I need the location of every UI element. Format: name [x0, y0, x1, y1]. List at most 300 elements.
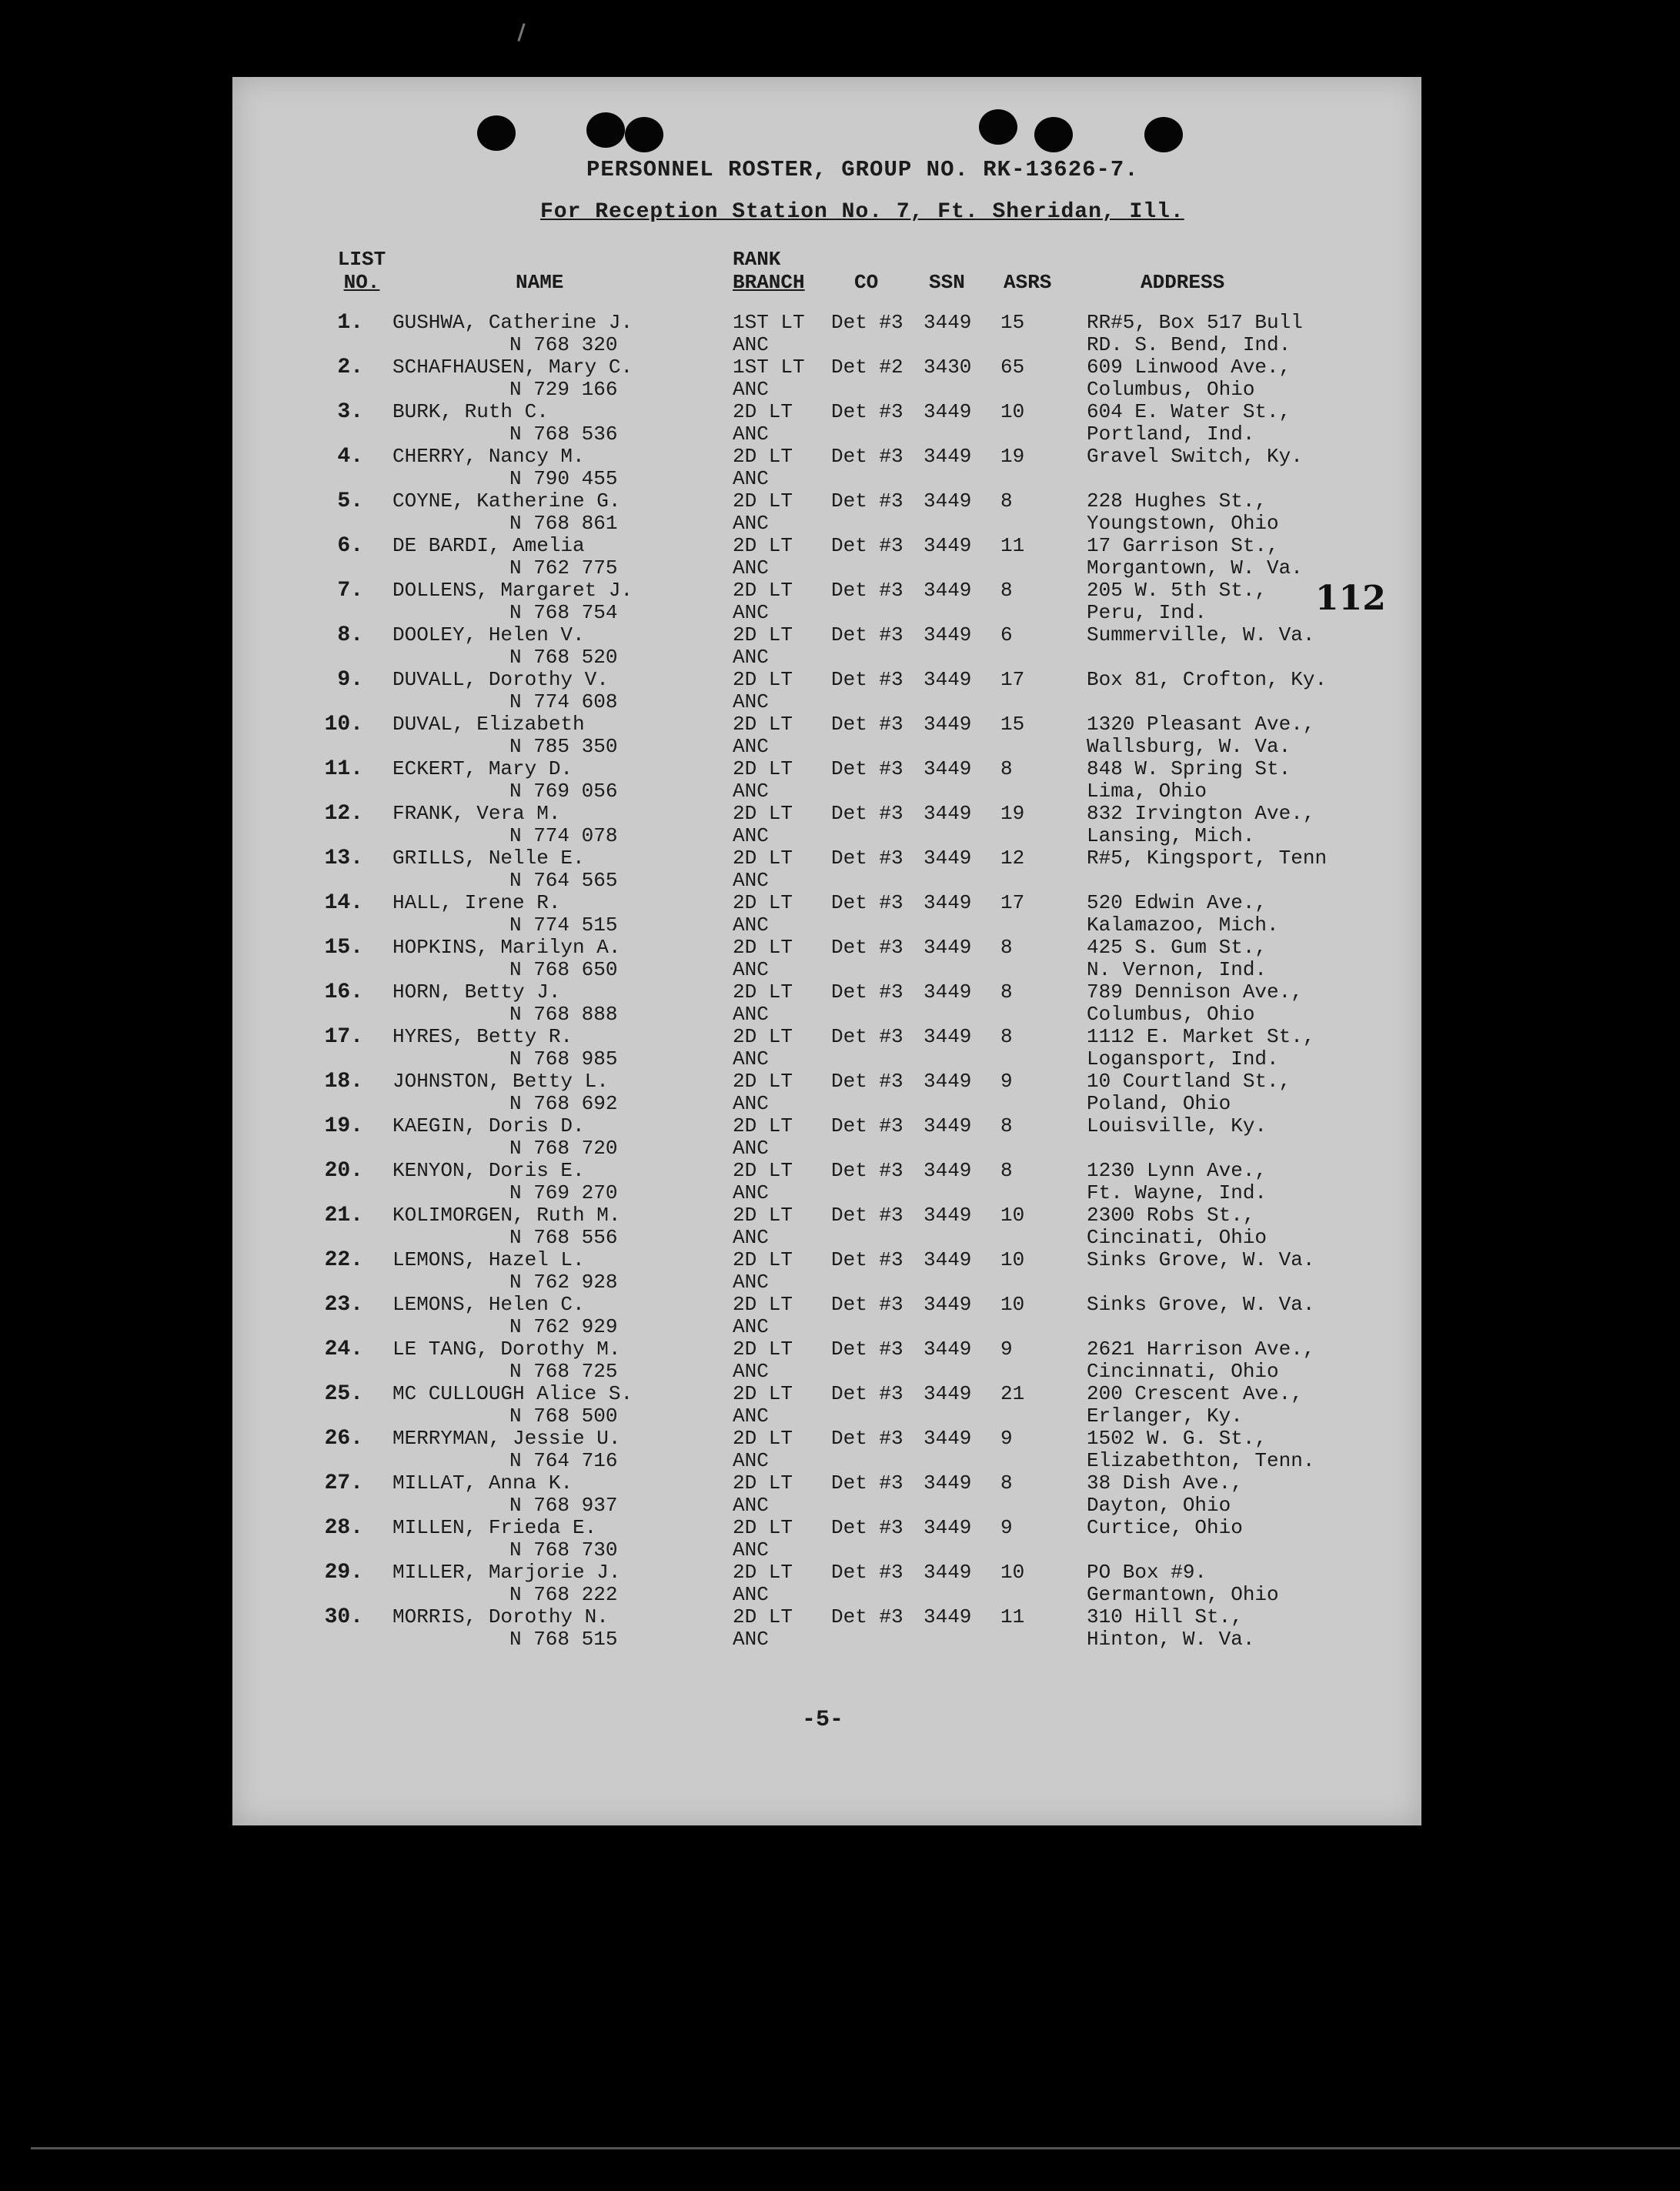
asrs-score: 8 — [1000, 1159, 1013, 1182]
branch: ANC — [733, 1003, 769, 1026]
roster-table — [232, 312, 1421, 1651]
ssn: 3449 — [923, 1427, 972, 1450]
serial-number: N 768 556 — [509, 1226, 618, 1249]
address-line2: Lansing, Mich. — [1087, 824, 1255, 847]
branch: ANC — [733, 1137, 769, 1160]
rank: 2D LT — [733, 1382, 793, 1405]
person-name: LE TANG, Dorothy M. — [392, 1338, 621, 1361]
person-name: DUVAL, Elizabeth — [392, 713, 585, 736]
company: Det #3 — [831, 1516, 903, 1539]
roster-row — [232, 446, 1421, 490]
serial-number: N 768 730 — [509, 1538, 618, 1561]
address-line1: 2621 Harrison Ave., — [1087, 1338, 1315, 1361]
rank: 2D LT — [733, 1248, 793, 1271]
serial-number: N 785 350 — [509, 735, 618, 758]
list-no: 20. — [324, 1159, 363, 1183]
serial-number: N 768 650 — [509, 958, 618, 981]
rank: 2D LT — [733, 847, 793, 870]
ssn: 3449 — [923, 1114, 972, 1137]
company: Det #3 — [831, 1605, 903, 1628]
serial-number: N 729 166 — [509, 378, 618, 401]
rank: 2D LT — [733, 579, 793, 602]
roster-row — [232, 1472, 1421, 1517]
list-no: 13. — [324, 847, 363, 870]
ssn: 3449 — [923, 579, 972, 602]
branch: ANC — [733, 1449, 769, 1472]
asrs-score: 11 — [1000, 1605, 1025, 1628]
address-line1: 1230 Lynn Ave., — [1087, 1159, 1268, 1182]
address-line2: Youngstown, Ohio — [1087, 512, 1279, 535]
serial-number: N 768 520 — [509, 646, 618, 669]
branch: ANC — [733, 1092, 769, 1115]
branch: ANC — [733, 1583, 769, 1606]
rank: 2D LT — [733, 802, 793, 825]
address-line1: 228 Hughes St., — [1087, 489, 1268, 513]
punch-hole — [477, 115, 516, 151]
address-line2: Portland, Ind. — [1087, 423, 1255, 446]
asrs-score: 15 — [1000, 713, 1025, 736]
serial-number: N 768 720 — [509, 1137, 618, 1160]
address-line2: Elizabethton, Tenn. — [1087, 1449, 1315, 1472]
rank: 2D LT — [733, 1516, 793, 1539]
branch: ANC — [733, 423, 769, 446]
serial-number: N 774 078 — [509, 824, 618, 847]
ssn: 3449 — [923, 668, 972, 691]
person-name: COYNE, Katherine G. — [392, 489, 621, 513]
list-no: 16. — [324, 980, 363, 1004]
address-line1: 38 Dish Ave., — [1087, 1471, 1243, 1495]
page-subtitle: For Reception Station No. 7, Ft. Sheridan, Ill. — [540, 200, 1184, 224]
list-no: 28. — [324, 1516, 363, 1540]
company: Det #3 — [831, 311, 903, 334]
company: Det #3 — [831, 1204, 903, 1227]
ssn: 3449 — [923, 623, 972, 646]
company: Det #3 — [831, 936, 903, 959]
asrs-score: 8 — [1000, 1025, 1013, 1048]
address-line2: RD. S. Bend, Ind. — [1087, 333, 1291, 356]
branch: ANC — [733, 333, 769, 356]
roster-row — [232, 401, 1421, 446]
address-line1: RR#5, Box 517 Bull — [1087, 311, 1303, 334]
branch: ANC — [733, 378, 769, 401]
header-asrs: ASRS — [1004, 271, 1052, 294]
ssn: 3449 — [923, 936, 972, 959]
list-no: 9. — [337, 668, 363, 692]
address-line2: Hinton, W. Va. — [1087, 1628, 1255, 1651]
list-no: 2. — [337, 356, 363, 379]
list-no: 29. — [324, 1561, 363, 1585]
address-line1: Box 81, Crofton, Ky. — [1087, 668, 1328, 691]
roster-row — [232, 624, 1421, 669]
ssn: 3449 — [923, 489, 972, 513]
company: Det #3 — [831, 847, 903, 870]
address-line2: Kalamazoo, Mich. — [1087, 913, 1279, 937]
roster-row — [232, 579, 1421, 624]
address-line1: 2300 Robs St., — [1087, 1204, 1255, 1227]
page-title: PERSONNEL ROSTER, GROUP NO. RK-13626-7. — [586, 157, 1139, 182]
list-no: 12. — [324, 802, 363, 826]
asrs-score: 65 — [1000, 356, 1025, 379]
rank: 2D LT — [733, 445, 793, 468]
header-list-no — [331, 248, 392, 294]
header-list-no-line2: NO. — [343, 271, 380, 294]
branch: ANC — [733, 1315, 769, 1338]
address-line1: 200 Crescent Ave., — [1087, 1382, 1303, 1405]
list-no: 14. — [324, 891, 363, 915]
person-name: MILLER, Marjorie J. — [392, 1561, 621, 1584]
roster-row — [232, 1294, 1421, 1338]
asrs-score: 19 — [1000, 802, 1025, 825]
rank: 1ST LT — [733, 311, 805, 334]
person-name: LEMONS, Hazel L. — [392, 1248, 585, 1271]
roster-row — [232, 758, 1421, 803]
roster-row — [232, 356, 1421, 401]
rank: 2D LT — [733, 1293, 793, 1316]
asrs-score: 10 — [1000, 1204, 1025, 1227]
serial-number: N 768 320 — [509, 333, 618, 356]
ssn: 3449 — [923, 1605, 972, 1628]
person-name: DOLLENS, Margaret J. — [392, 579, 633, 602]
punch-hole — [586, 112, 625, 148]
rank: 2D LT — [733, 400, 793, 423]
person-name: DUVALL, Dorothy V. — [392, 668, 609, 691]
person-name: MILLAT, Anna K. — [392, 1471, 573, 1495]
address-line1: R#5, Kingsport, Tenn — [1087, 847, 1328, 870]
rank: 1ST LT — [733, 356, 805, 379]
asrs-score: 10 — [1000, 400, 1025, 423]
asrs-score: 8 — [1000, 980, 1013, 1004]
company: Det #3 — [831, 489, 903, 513]
roster-row — [232, 892, 1421, 937]
address-line1: 10 Courtland St., — [1087, 1070, 1291, 1093]
header-rank: RANK — [733, 248, 781, 271]
address-line1: Gravel Switch, Ky. — [1087, 445, 1303, 468]
serial-number: N 774 515 — [509, 913, 618, 937]
address-line1: Sinks Grove, W. Va. — [1087, 1248, 1315, 1271]
person-name: DE BARDI, Amelia — [392, 534, 585, 557]
branch: ANC — [733, 1628, 769, 1651]
person-name: ECKERT, Mary D. — [392, 757, 573, 780]
person-name: FRANK, Vera M. — [392, 802, 561, 825]
list-no: 26. — [324, 1427, 363, 1451]
company: Det #3 — [831, 1025, 903, 1048]
branch: ANC — [733, 1494, 769, 1517]
asrs-score: 9 — [1000, 1338, 1013, 1361]
roster-row — [232, 803, 1421, 847]
person-name: DOOLEY, Helen V. — [392, 623, 585, 646]
address-line1: 425 S. Gum St., — [1087, 936, 1268, 959]
ssn: 3449 — [923, 757, 972, 780]
asrs-score: 17 — [1000, 891, 1025, 914]
roster-row — [232, 1606, 1421, 1651]
asrs-score: 6 — [1000, 623, 1013, 646]
person-name: SCHAFHAUSEN, Mary C. — [392, 356, 633, 379]
address-line2: Cincinnati, Ohio — [1087, 1360, 1279, 1383]
serial-number: N 768 725 — [509, 1360, 618, 1383]
asrs-score: 15 — [1000, 311, 1025, 334]
branch: ANC — [733, 556, 769, 579]
rank: 2D LT — [733, 891, 793, 914]
address-line1: 17 Garrison St., — [1087, 534, 1279, 557]
branch: ANC — [733, 646, 769, 669]
address-line2: Logansport, Ind. — [1087, 1047, 1279, 1070]
ssn: 3449 — [923, 534, 972, 557]
ssn: 3449 — [923, 802, 972, 825]
scan-mark — [517, 23, 525, 42]
company: Det #2 — [831, 356, 903, 379]
branch: ANC — [733, 1181, 769, 1204]
address-line1: Summerville, W. Va. — [1087, 623, 1315, 646]
serial-number: N 768 861 — [509, 512, 618, 535]
person-name: HOPKINS, Marilyn A. — [392, 936, 621, 959]
person-name: JOHNSTON, Betty L. — [392, 1070, 609, 1093]
address-line2: Wallsburg, W. Va. — [1087, 735, 1291, 758]
ssn: 3449 — [923, 847, 972, 870]
asrs-score: 10 — [1000, 1293, 1025, 1316]
serial-number: N 768 754 — [509, 601, 618, 624]
company: Det #3 — [831, 1382, 903, 1405]
rank: 2D LT — [733, 757, 793, 780]
rank: 2D LT — [733, 1471, 793, 1495]
branch: ANC — [733, 735, 769, 758]
branch: ANC — [733, 958, 769, 981]
serial-number: N 768 985 — [509, 1047, 618, 1070]
rank: 2D LT — [733, 623, 793, 646]
ssn: 3449 — [923, 311, 972, 334]
roster-row — [232, 1026, 1421, 1070]
asrs-score: 10 — [1000, 1561, 1025, 1584]
address-line1: 1320 Pleasant Ave., — [1087, 713, 1315, 736]
ssn: 3449 — [923, 1159, 972, 1182]
document-page — [232, 77, 1421, 1825]
address-line1: 789 Dennison Ave., — [1087, 980, 1303, 1004]
list-no: 24. — [324, 1338, 363, 1361]
branch: ANC — [733, 913, 769, 937]
address-line1: 1502 W. G. St., — [1087, 1427, 1268, 1450]
rank: 2D LT — [733, 1070, 793, 1093]
ssn: 3449 — [923, 1471, 972, 1495]
company: Det #3 — [831, 891, 903, 914]
punch-hole — [979, 109, 1017, 145]
company: Det #3 — [831, 1293, 903, 1316]
list-no: 15. — [324, 936, 363, 960]
rank: 2D LT — [733, 1561, 793, 1584]
branch: ANC — [733, 512, 769, 535]
rank: 2D LT — [733, 980, 793, 1004]
asrs-score: 8 — [1000, 579, 1013, 602]
company: Det #3 — [831, 668, 903, 691]
roster-row — [232, 1160, 1421, 1204]
branch: ANC — [733, 601, 769, 624]
list-no: 18. — [324, 1070, 363, 1094]
person-name: BURK, Ruth C. — [392, 400, 549, 423]
address-line1: Sinks Grove, W. Va. — [1087, 1293, 1315, 1316]
person-name: CHERRY, Nancy M. — [392, 445, 585, 468]
header-ssn: SSN — [929, 271, 965, 294]
address-line1: Curtice, Ohio — [1087, 1516, 1243, 1539]
list-no: 30. — [324, 1605, 363, 1629]
address-line2: Columbus, Ohio — [1087, 1003, 1255, 1026]
header-list-no-line1: LIST — [337, 248, 386, 271]
rank: 2D LT — [733, 936, 793, 959]
serial-number: N 790 455 — [509, 467, 618, 490]
address-line2: N. Vernon, Ind. — [1087, 958, 1268, 981]
address-line1: 609 Linwood Ave., — [1087, 356, 1291, 379]
address-line2: Morgantown, W. Va. — [1087, 556, 1303, 579]
person-name: GRILLS, Nelle E. — [392, 847, 585, 870]
company: Det #3 — [831, 579, 903, 602]
company: Det #3 — [831, 757, 903, 780]
punch-hole — [625, 117, 663, 152]
page-number: -5- — [802, 1707, 844, 1733]
asrs-score: 9 — [1000, 1427, 1013, 1450]
address-line2: Dayton, Ohio — [1087, 1494, 1231, 1517]
person-name: MILLEN, Frieda E. — [392, 1516, 597, 1539]
branch: ANC — [733, 690, 769, 713]
asrs-score: 9 — [1000, 1070, 1013, 1093]
person-name: LEMONS, Helen C. — [392, 1293, 585, 1316]
serial-number: N 769 056 — [509, 780, 618, 803]
serial-number: N 768 222 — [509, 1583, 618, 1606]
company: Det #3 — [831, 1427, 903, 1450]
company: Det #3 — [831, 1070, 903, 1093]
company: Det #3 — [831, 980, 903, 1004]
branch: ANC — [733, 824, 769, 847]
list-no: 11. — [324, 757, 363, 781]
asrs-score: 8 — [1000, 1114, 1013, 1137]
ssn: 3449 — [923, 1293, 972, 1316]
roster-row — [232, 1428, 1421, 1472]
address-line2: Ft. Wayne, Ind. — [1087, 1181, 1268, 1204]
asrs-score: 8 — [1000, 1471, 1013, 1495]
address-line1: 310 Hill St., — [1087, 1605, 1243, 1628]
company: Det #3 — [831, 1561, 903, 1584]
asrs-score: 9 — [1000, 1516, 1013, 1539]
address-line1: 520 Edwin Ave., — [1087, 891, 1268, 914]
roster-row — [232, 1070, 1421, 1115]
list-no: 6. — [337, 534, 363, 558]
asrs-score: 8 — [1000, 489, 1013, 513]
scan-edge-line — [31, 2147, 1680, 2149]
address-line2: Columbus, Ohio — [1087, 378, 1255, 401]
roster-row — [232, 490, 1421, 535]
person-name: HALL, Irene R. — [392, 891, 561, 914]
ssn: 3449 — [923, 1070, 972, 1093]
branch: ANC — [733, 1271, 769, 1294]
list-no: 3. — [337, 400, 363, 424]
rank: 2D LT — [733, 1338, 793, 1361]
serial-number: N 768 500 — [509, 1404, 618, 1428]
asrs-score: 10 — [1000, 1248, 1025, 1271]
rank: 2D LT — [733, 668, 793, 691]
serial-number: N 774 608 — [509, 690, 618, 713]
serial-number: N 762 929 — [509, 1315, 618, 1338]
punch-hole — [1144, 117, 1183, 152]
roster-row — [232, 847, 1421, 892]
branch: ANC — [733, 780, 769, 803]
header-co: CO — [854, 271, 879, 294]
list-no: 10. — [324, 713, 363, 736]
branch: ANC — [733, 1538, 769, 1561]
roster-row — [232, 937, 1421, 981]
serial-number: N 764 565 — [509, 869, 618, 892]
branch: ANC — [733, 467, 769, 490]
person-name: HYRES, Betty R. — [392, 1025, 573, 1048]
roster-row — [232, 312, 1421, 356]
person-name: KOLIMORGEN, Ruth M. — [392, 1204, 621, 1227]
rank: 2D LT — [733, 1427, 793, 1450]
company: Det #3 — [831, 400, 903, 423]
header-branch: BRANCH — [733, 271, 805, 294]
address-line2: Erlanger, Ky. — [1087, 1404, 1243, 1428]
serial-number: N 762 928 — [509, 1271, 618, 1294]
roster-row — [232, 713, 1421, 758]
ssn: 3449 — [923, 1382, 972, 1405]
roster-row — [232, 669, 1421, 713]
punch-hole — [1034, 117, 1073, 152]
ssn: 3449 — [923, 1561, 972, 1584]
roster-row — [232, 1561, 1421, 1606]
person-name: MERRYMAN, Jessie U. — [392, 1427, 621, 1450]
list-no: 22. — [324, 1248, 363, 1272]
address-line1: Louisville, Ky. — [1087, 1114, 1268, 1137]
company: Det #3 — [831, 1471, 903, 1495]
list-no: 8. — [337, 623, 363, 647]
asrs-score: 8 — [1000, 757, 1013, 780]
person-name: MORRIS, Dorothy N. — [392, 1605, 609, 1628]
serial-number: N 768 536 — [509, 423, 618, 446]
roster-row — [232, 1517, 1421, 1561]
serial-number: N 768 692 — [509, 1092, 618, 1115]
rank: 2D LT — [733, 1204, 793, 1227]
company: Det #3 — [831, 623, 903, 646]
ssn: 3449 — [923, 891, 972, 914]
roster-row — [232, 1383, 1421, 1428]
company: Det #3 — [831, 713, 903, 736]
company: Det #3 — [831, 1248, 903, 1271]
list-no: 21. — [324, 1204, 363, 1227]
serial-number: N 769 270 — [509, 1181, 618, 1204]
asrs-score: 8 — [1000, 936, 1013, 959]
address-line2: Cincinati, Ohio — [1087, 1226, 1268, 1249]
address-line1: 604 E. Water St., — [1087, 400, 1291, 423]
address-line2: Lima, Ohio — [1087, 780, 1207, 803]
roster-row — [232, 1204, 1421, 1249]
asrs-score: 19 — [1000, 445, 1025, 468]
rank: 2D LT — [733, 534, 793, 557]
company: Det #3 — [831, 1159, 903, 1182]
roster-row — [232, 1338, 1421, 1383]
address-line2: Germantown, Ohio — [1087, 1583, 1279, 1606]
header-address: ADDRESS — [1141, 271, 1225, 294]
company: Det #3 — [831, 534, 903, 557]
address-line1: 205 W. 5th St., — [1087, 579, 1268, 602]
ssn: 3449 — [923, 980, 972, 1004]
rank: 2D LT — [733, 1159, 793, 1182]
roster-row — [232, 1249, 1421, 1294]
person-name: KENYON, Doris E. — [392, 1159, 585, 1182]
rank: 2D LT — [733, 1605, 793, 1628]
rank: 2D LT — [733, 489, 793, 513]
rank: 2D LT — [733, 713, 793, 736]
ssn: 3449 — [923, 400, 972, 423]
roster-row — [232, 1115, 1421, 1160]
company: Det #3 — [831, 445, 903, 468]
list-no: 27. — [324, 1471, 363, 1495]
roster-row — [232, 981, 1421, 1026]
asrs-score: 21 — [1000, 1382, 1025, 1405]
header-name: NAME — [516, 271, 564, 294]
